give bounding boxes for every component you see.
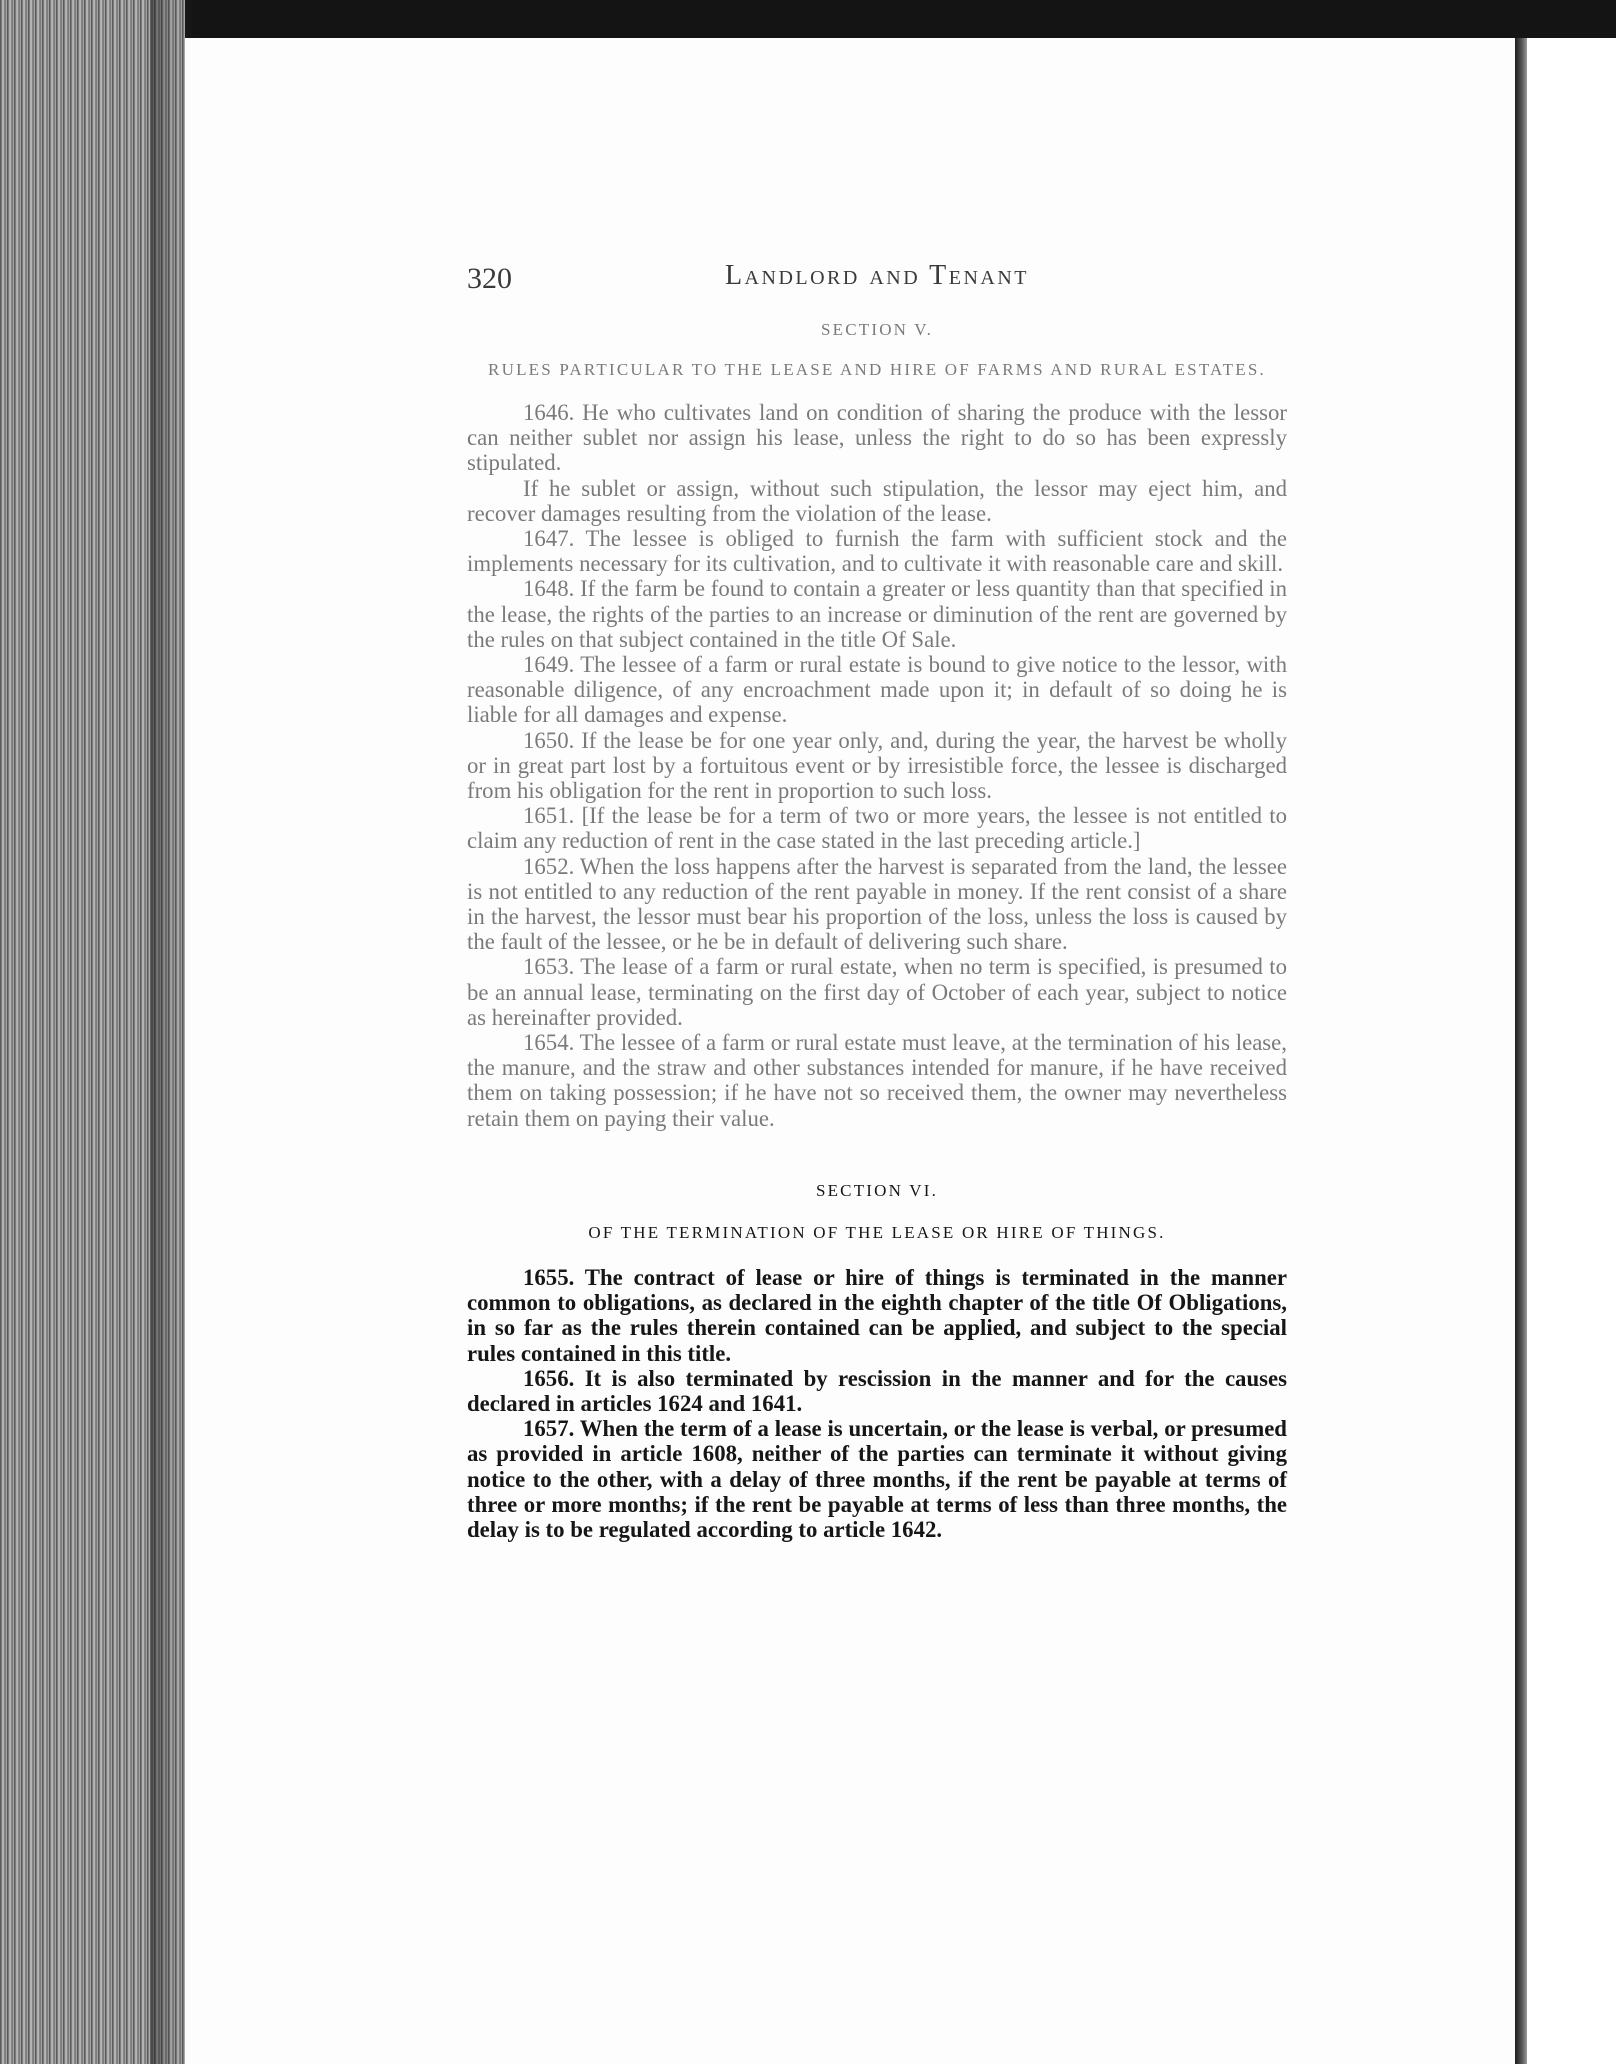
article-paragraph: 1657. When the term of a lease is uncertain, or the lease is verbal, or presumed as provided in article 1608, neither of the parties can terminate it without giving notice to the other, with a delay of three months, if the rent be payable at terms of three or more months; if the rent be payable at terms of less than three months, the delay is to be regulated according to article 1642. xyxy=(467,1416,1287,1542)
article-paragraph: 1652. When the loss happens after the harvest is separated from the land, the lessee is not entitled to any reduction of the rent payable in money. If the rent consist of a share in the harvest, the lessor must bear his proportion of the loss, unless the loss is caused by the fault of the lessee, or he be in default of delivering such share. xyxy=(467,853,1287,955)
section-subheading: RULES PARTICULAR TO THE LEASE AND HIRE OF FARMS AND RURAL ESTATES. xyxy=(488,360,1266,379)
article-paragraph: 1649. The lessee of a farm or rural estate is bound to give notice to the lessor, with reasonable diligence, of any encroachment made upon it; in default of so doing he is liable for all damages and expense. xyxy=(467,652,1287,728)
right-page-edge xyxy=(1515,38,1527,2064)
section-subheading: OF THE TERMINATION OF THE LEASE OR HIRE OF THINGS. xyxy=(588,1222,1166,1242)
article-paragraph: 1651. [If the lease be for a term of two or more years, the lessee is not entitled to claim any reduction of rent in the case stated in the last preceding article.] xyxy=(467,803,1287,854)
page-text xyxy=(467,256,1287,1542)
scan-top-border xyxy=(0,0,1616,38)
article-paragraph: 1653. The lease of a farm or rural estate, when no term is specified, is presumed to be an annual lease, terminating on the first day of October of each year, subject to notice as hereinafter provided. xyxy=(467,954,1287,1030)
section-heading: SECTION V. xyxy=(820,320,934,339)
section-5 xyxy=(467,318,1287,1131)
article-paragraph: If he sublet or assign, without such stipulation, the lessor may eject him, and recover damages resulting from the violation of the lease. xyxy=(467,475,1287,526)
section-heading: SECTION VI. xyxy=(815,1180,939,1200)
article-paragraph: 1654. The lessee of a farm or rural estate must leave, at the termination of his lease, the manure, and the straw and other substances intended for manure, if he have received them on taking possession; if he have not so received them, the owner may nevertheless retain them on paying their value. xyxy=(467,1030,1287,1131)
running-title: Landlord and Tenant xyxy=(724,260,1030,291)
article-paragraph: 1655. The contract of lease or hire of things is terminated in the manner common to obligations, as declared in the eighth chapter of the title Of Obligations, in so far as the rules therein contained can be applied, and subject to the special rules contained in this title. xyxy=(467,1264,1287,1366)
page-header xyxy=(467,256,1287,304)
article-paragraph: 1646. He who cultivates land on condition of sharing the produce with the lessor can neither sublet nor assign his lease, unless the right to do so has been expressly stipulated. xyxy=(467,400,1287,476)
article-paragraph: 1647. The lessee is obliged to furnish the farm with sufficient stock and the implements necessary for its cultivation, and to cultivate it with reasonable care and skill. xyxy=(467,526,1287,577)
article-paragraph: 1656. It is also terminated by rescission in the manner and for the causes declared in articles 1624 and 1641. xyxy=(467,1365,1287,1416)
scan-right-margin xyxy=(1515,38,1616,2064)
section-6 xyxy=(467,1179,1287,1542)
article-paragraph: 1648. If the farm be found to contain a greater or less quantity than that specified in the lease, the rights of the parties to an increase or diminution of the rent are governed by the rules on that subject contained in the title Of Sale. xyxy=(467,576,1287,652)
page-number: 320 xyxy=(467,262,512,295)
article-paragraph: 1650. If the lease be for one year only, and, during the year, the harvest be wholly or in great part lost by a fortuitous event or by irresistible force, the lessee is discharged from his obligation for the rent in proportion to such loss. xyxy=(467,727,1287,804)
